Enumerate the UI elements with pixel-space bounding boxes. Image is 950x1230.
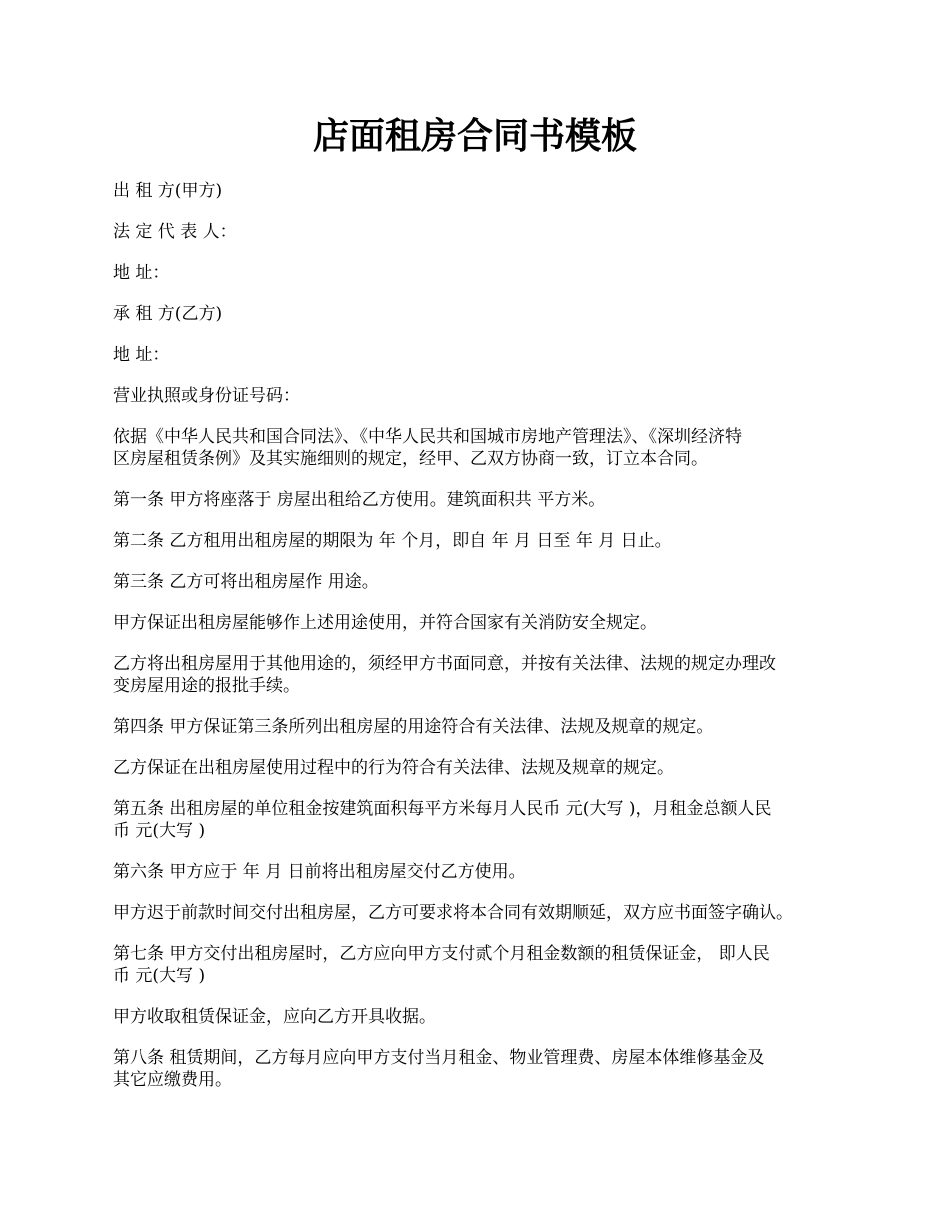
paragraph-line: 法 定 代 表 人：	[113, 222, 237, 242]
paragraph-line: 地 址：	[113, 263, 170, 283]
paragraph	[113, 489, 873, 511]
paragraph	[113, 902, 873, 924]
paragraph-line: 第二条 乙方租用出租房屋的期限为 年 个月，即自 年 月 日至 年 月 日止。	[113, 531, 672, 551]
paragraph-line: 营业执照或身份证号码：	[113, 386, 300, 406]
paragraph	[113, 530, 873, 552]
paragraph-line: 甲方收取租赁保证金，应向乙方开具收据。	[113, 1007, 436, 1027]
paragraph-line: 第六条 甲方应于 年 月 日前将出租房屋交付乙方使用。	[113, 862, 526, 882]
paragraph	[113, 221, 873, 243]
paragraph	[113, 344, 873, 366]
paragraph-line: 第七条 甲方交付出租房屋时，乙方应向甲方支付贰个月租金数额的租赁保证金， 即人民	[113, 944, 770, 964]
paragraph-line: 乙方将出租房屋用于其他用途的，须经甲方书面同意，并按有关法律、法规的规定办理改	[113, 654, 776, 674]
paragraph-line: 第一条 甲方将座落于 房屋出租给乙方使用。建筑面积共 平方米。	[113, 490, 606, 510]
paragraph-line: 其它应缴费用。	[113, 1070, 232, 1090]
paragraph-line: 第八条 租赁期间，乙方每月应向甲方支付当月租金、物业管理费、房屋本体维修基金及	[113, 1048, 765, 1068]
paragraph-line: 甲方保证出租房屋能够作上述用途使用，并符合国家有关消防安全规定。	[113, 613, 657, 633]
paragraph	[113, 653, 873, 697]
paragraph	[113, 716, 873, 738]
paragraph-line: 第三条 乙方可将出租房屋作 用途。	[113, 572, 379, 592]
paragraph	[113, 1047, 873, 1091]
document-body	[113, 180, 873, 1110]
paragraph-line: 承 租 方(乙方)	[113, 304, 223, 324]
paragraph-line: 乙方保证在出租房屋使用过程中的行为符合有关法律、法规及规章的规定。	[113, 758, 674, 778]
paragraph	[113, 262, 873, 284]
document-title: 店面租房合同书模板	[312, 115, 637, 157]
paragraph-line: 地 址：	[113, 345, 170, 365]
paragraph	[113, 385, 873, 407]
paragraph	[113, 612, 873, 634]
paragraph	[113, 426, 873, 470]
paragraph-line: 币 元(大写 )	[113, 821, 206, 841]
paragraph-line: 甲方迟于前款时间交付出租房屋，乙方可要求将本合同有效期顺延，双方应书面签字确认。	[113, 903, 793, 923]
paragraph-line: 第五条 出租房屋的单位租金按建筑面积每平方米每月人民币 元(大写 )，月租金总额人民	[113, 799, 772, 819]
paragraph	[113, 757, 873, 779]
paragraph-line: 币 元(大写 )	[113, 966, 206, 986]
paragraph	[113, 180, 873, 202]
paragraph-line: 依据《中华人民共和国合同法》、《中华人民共和国城市房地产管理法》、《深圳经济特	[113, 427, 742, 447]
paragraph	[113, 303, 873, 325]
paragraph	[113, 943, 873, 987]
paragraph-line: 出 租 方(甲方)	[113, 181, 223, 201]
paragraph	[113, 798, 873, 842]
paragraph-line: 区房屋租赁条例》及其实施细则的规定，经甲、乙双方协商一致，订立本合同。	[113, 449, 708, 469]
paragraph-line: 第四条 甲方保证第三条所列出租房屋的用途符合有关法律、法规及规章的规定。	[113, 717, 714, 737]
paragraph-line: 变房屋用途的报批手续。	[113, 676, 300, 696]
paragraph	[113, 571, 873, 593]
paragraph	[113, 861, 873, 883]
paragraph	[113, 1006, 873, 1028]
